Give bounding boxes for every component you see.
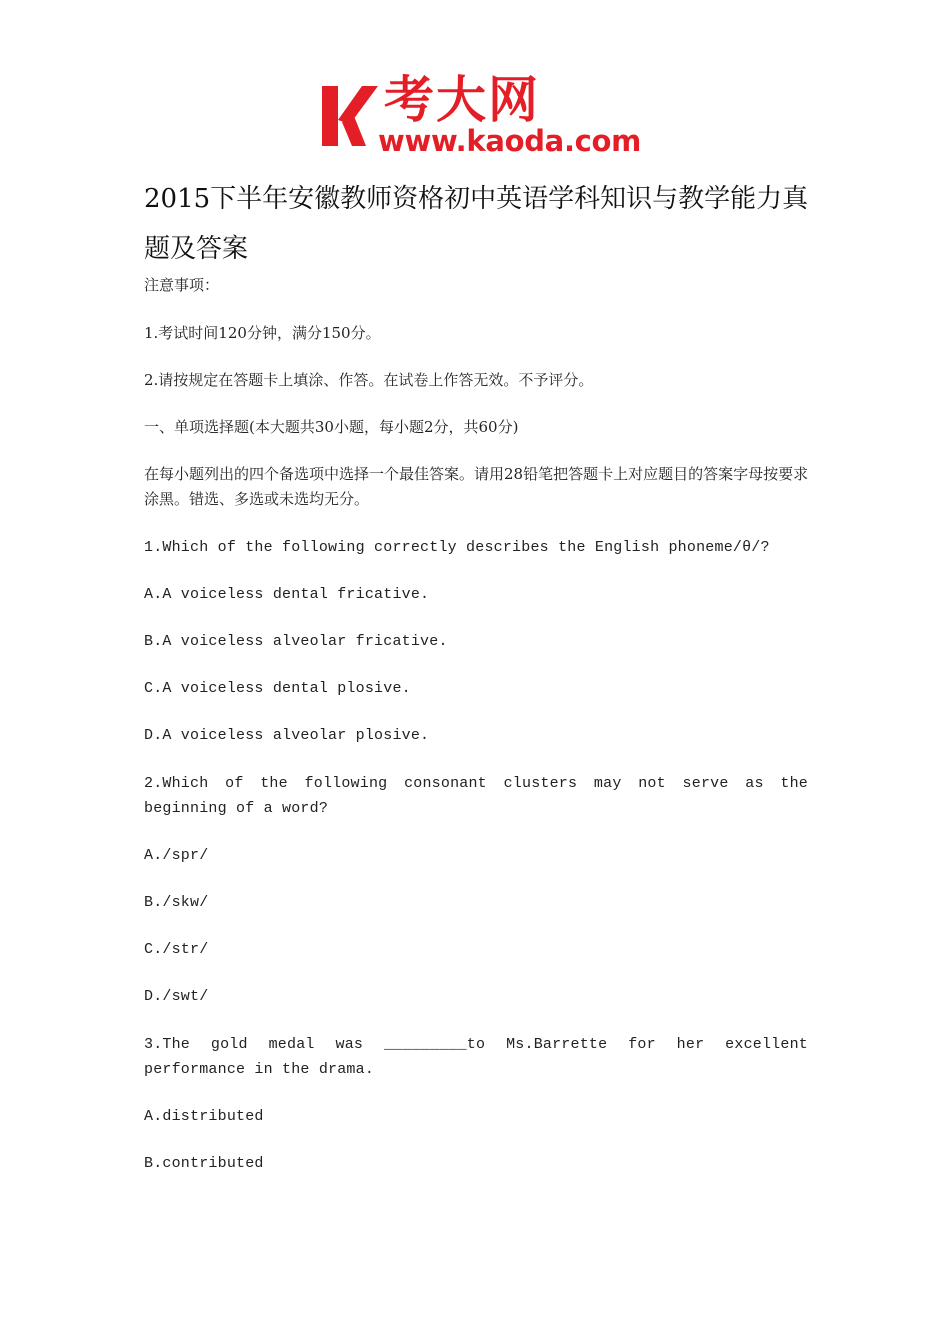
question-1-option-d: D.A voiceless alveolar plosive. — [144, 727, 430, 744]
question-1-option-a: A.A voiceless dental fricative. — [144, 586, 430, 603]
section-instruction: 在每小题列出的四个备选项中选择一个最佳答案。请用28铅笔把答题卡上对应题目的答案字母按要求涂黑。错选、多选或未选均无分。 — [144, 465, 809, 508]
question-3-option-b: B.contributed — [144, 1155, 264, 1172]
notice-item-1: 1.考试时间120分钟，满分150分。 — [144, 324, 381, 342]
question-3-stem: 3.The gold medal was _________to Ms.Barrette for her excellent performance in the drama. — [144, 1036, 818, 1078]
question-1-option-b: B.A voiceless alveolar fricative. — [144, 633, 448, 650]
question-1-option-c: C.A voiceless dental plosive. — [144, 680, 411, 697]
notice-heading: 注意事项： — [144, 276, 220, 294]
section-heading: 一、单项选择题(本大题共30小题，每小题2分，共60分) — [144, 418, 519, 436]
question-2-option-a: A./spr/ — [144, 847, 209, 864]
question-2-option-d: D./swt/ — [144, 988, 209, 1005]
logo-brand-text: 考大网 — [384, 71, 540, 129]
notice-item-2: 2.请按规定在答题卡上填涂、作答。在试卷上作答无效。不予评分。 — [144, 371, 594, 389]
kaoda-logo[interactable] — [318, 72, 640, 160]
question-2-option-b: B./skw/ — [144, 894, 209, 911]
k-logo-icon — [318, 82, 380, 150]
question-1-stem: 1.Which of the following correctly describes the English phoneme/θ/? — [144, 539, 770, 556]
question-2-option-c: C./str/ — [144, 941, 209, 958]
logo-url-text: www.kaoda.com — [378, 124, 642, 158]
page-title: 2015下半年安徽教师资格初中英语学科知识与教学能力真题及答案 — [144, 184, 809, 264]
question-2-stem: 2.Which of the following consonant clusters may not serve as the beginning of a word? — [144, 775, 818, 817]
question-3-option-a: A.distributed — [144, 1108, 264, 1125]
